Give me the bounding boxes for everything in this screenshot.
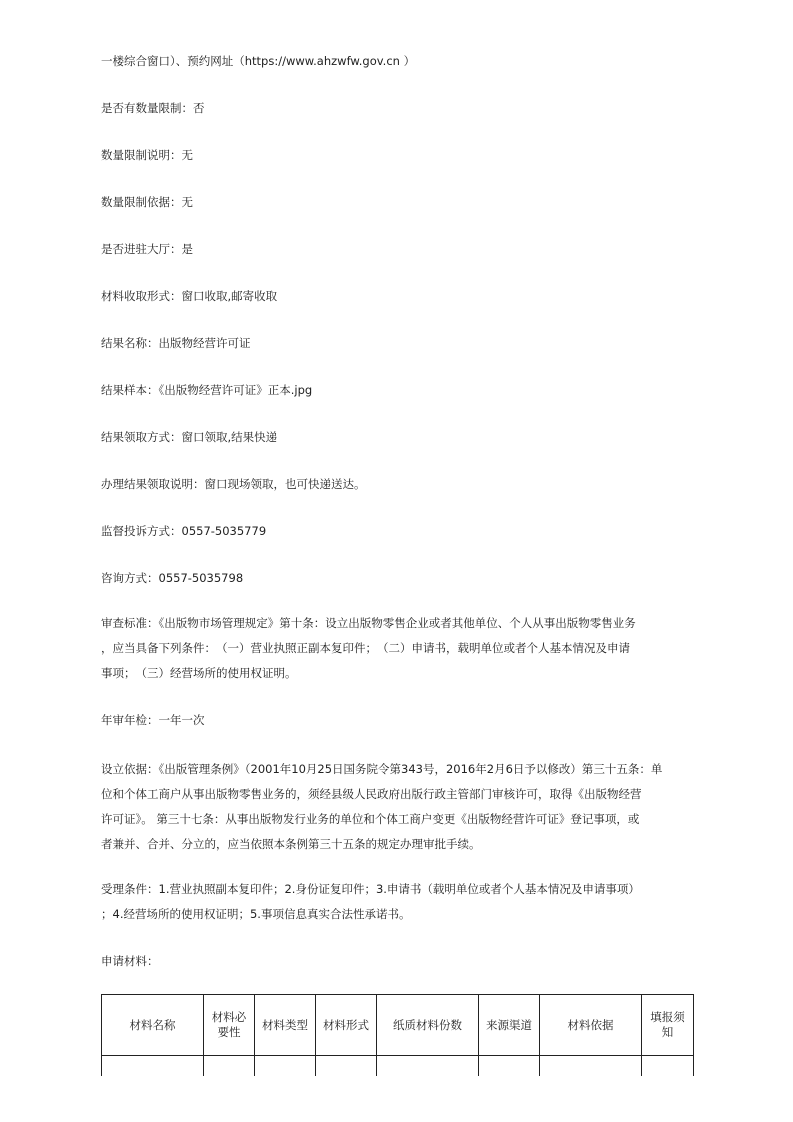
- col-header-paper-copies: 纸质材料份数: [377, 995, 479, 1056]
- table-cell: [377, 1056, 479, 1077]
- acceptance-line-1: 受理条件：1.营业执照副本复印件；2.身份证复印件；3.申请书（载明单位或者个人基本情况及申请事项）: [101, 882, 640, 896]
- table-cell: [540, 1056, 642, 1077]
- col-header-necessity: 材料必要性: [204, 995, 255, 1056]
- legal-basis-line-2: 位和个体工商户从事出版物零售业务的，须经县级人民政府出版行政主管部门审核许可，取得《出版物经营: [101, 787, 642, 801]
- consult-contact-line: 咨询方式：0557-5035798: [101, 571, 244, 585]
- table-cell: [642, 1056, 694, 1077]
- quantity-limit-basis-line: 数量限制依据：无: [101, 195, 193, 209]
- col-header-fill-notes: 填报须知: [642, 995, 694, 1056]
- table-cell: [479, 1056, 540, 1077]
- acceptance-conditions-paragraph: [101, 877, 697, 927]
- table-cell: [255, 1056, 316, 1077]
- hall-entry-line: 是否进驻大厅：是: [101, 242, 193, 256]
- quantity-limit-line: 是否有数量限制：否: [101, 101, 205, 115]
- legal-basis-line-4: 者兼并、合并、分立的，应当依照本条例第三十五条的规定办理审批手续。: [101, 837, 481, 851]
- quantity-limit-note-line: 数量限制说明：无: [101, 148, 193, 162]
- legal-basis-line-3: 许可证》。 第三十七条：从事出版物发行业务的单位和个体工商户变更《出版物经营许可证》登记事项，或: [101, 812, 640, 826]
- review-standard-line-2: ，应当具备下列条件： （一）营业执照正副本复印件； （二）申请书，载明单位或者个人基本情况及申请: [101, 641, 630, 655]
- result-sample-line: 结果样本：《出版物经营许可证》正本.jpg: [101, 383, 313, 397]
- materials-table-header-row: [102, 995, 694, 1056]
- annual-review-line: 年审年检：一年一次: [101, 713, 205, 727]
- acceptance-line-2: ；4.经营场所的使用权证明；5.事项信息真实合法性承诺书。: [101, 907, 411, 921]
- col-header-material-name: 材料名称: [102, 995, 204, 1056]
- table-cell: [204, 1056, 255, 1077]
- result-pickup-note-line: 办理结果领取说明：窗口现场领取，也可快递送达。: [101, 477, 366, 491]
- materials-table: [101, 994, 694, 1076]
- col-header-material-form: 材料形式: [316, 995, 377, 1056]
- legal-basis-paragraph: [101, 757, 697, 857]
- complaint-contact-line: 监督投诉方式：0557-5035779: [101, 524, 267, 538]
- material-collection-line: 材料收取形式：窗口收取,邮寄收取: [101, 289, 278, 303]
- table-cell: [316, 1056, 377, 1077]
- col-header-material-basis: 材料依据: [540, 995, 642, 1056]
- application-materials-heading: 申请材料：: [101, 954, 159, 968]
- legal-basis-line-1: 设立依据：《出版管理条例》（2001年10月25日国务院令第343号，2016年2月6日予以修改）第三十五条：单: [101, 762, 663, 776]
- col-header-source-channel: 来源渠道: [479, 995, 540, 1056]
- result-pickup-line: 结果领取方式：窗口领取,结果快递: [101, 430, 278, 444]
- table-cell: [102, 1056, 204, 1077]
- result-name-line: 结果名称：出版物经营许可证: [101, 336, 251, 350]
- review-standard-line-1: 审查标准：《出版物市场管理规定》第十条：设立出版物零售企业或者其他单位、个人从事出版物零售业务: [101, 616, 636, 630]
- col-header-material-type: 材料类型: [255, 995, 316, 1056]
- booking-url-line: 一楼综合窗口）、预约网址（https://www.ahzwfw.gov.cn ）: [101, 54, 416, 68]
- table-row: [102, 1056, 694, 1077]
- review-standard-line-3: 事项； （三）经营场所的使用权证明。: [101, 666, 297, 680]
- review-standard-paragraph: [101, 611, 697, 686]
